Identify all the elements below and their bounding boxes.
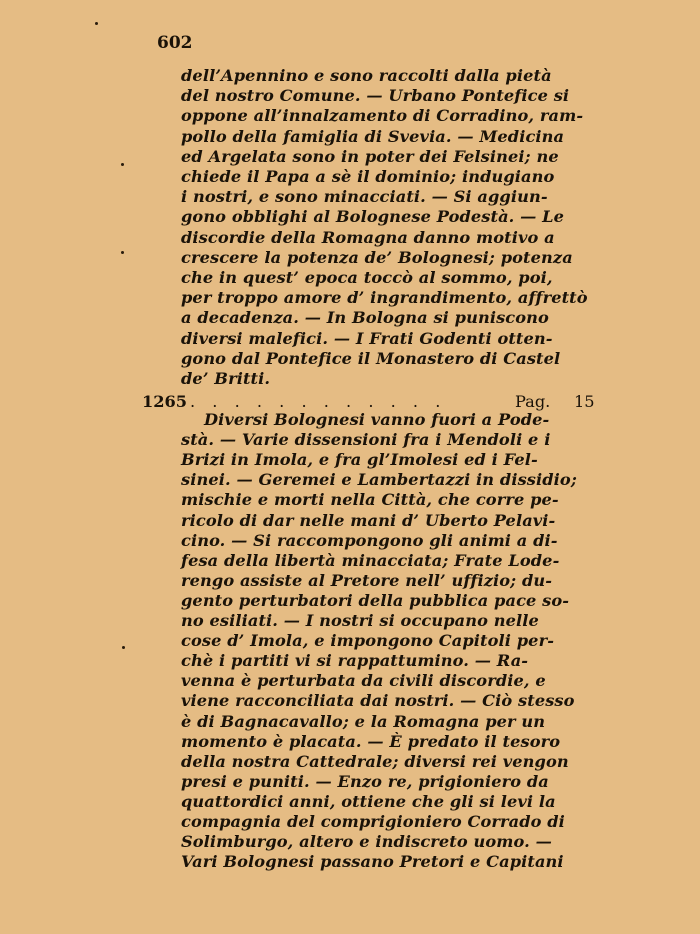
- text-line: mischie e morti nella Città, che corre pe-: [181, 490, 559, 510]
- text-line: cino. — Si raccompongono gli animi a di-: [181, 530, 558, 550]
- text-line: Vari Bolognesi passano Pretori e Capitani: [181, 852, 564, 872]
- text-line: quattordici anni, ottiene che gli si levi la: [181, 791, 556, 811]
- text-line: della nostra Cattedrale; diversi rei vengon: [181, 751, 569, 771]
- text-line: crescere la potenza de’ Bolognesi; potenza: [181, 247, 573, 267]
- text-line: cose d’ Imola, e impongono Capitoli per-: [181, 631, 555, 651]
- text-line: i nostri, e sono minacciati. — Si aggiun-: [181, 187, 548, 207]
- text-line: venna è perturbata da civili discordie, e: [181, 671, 546, 691]
- text-line: momento è placata. — È predato il tesoro: [181, 731, 561, 751]
- text-line: Brizi in Imola, e fra gl’Imolesi ed i Fel-: [181, 450, 538, 470]
- text-line: chè i partiti vi si rappattumino. — Ra-: [181, 651, 529, 671]
- scan-speck: [121, 251, 124, 254]
- text-line: gono obblighi al Bolognese Podestà. — Le: [181, 207, 565, 227]
- text-line: compagnia del comprigioniero Corrado di: [181, 812, 565, 831]
- text-line: Solimburgo, altero e indiscreto uomo. —: [181, 832, 552, 852]
- text-line: viene racconciliata dai nostri. — Ciò stesso: [181, 691, 575, 711]
- text-line: rengo assiste al Pretore nell’ uffizio; du-: [181, 570, 553, 590]
- text-line: stà. — Varie dissensioni fra i Mendoli e i: [181, 430, 551, 450]
- text-line: ed Argelata sono in poter dei Felsinei; ne: [181, 146, 559, 166]
- text-line: che in quest’ epoca toccò al sommo, poi,: [181, 268, 553, 287]
- text-line: dell’Apennino e sono raccolti dalla pietà: [181, 66, 552, 85]
- text-line: fesa della libertà minacciata; Frate Lode-: [181, 550, 560, 570]
- text-line: discordie della Romagna danno motivo a: [181, 227, 555, 247]
- entry-year: 1265: [142, 392, 188, 411]
- text-line: sinei. — Geremei e Lambertazzi in dissidio;: [181, 470, 577, 490]
- text-line: ricolo di dar nelle mani d’ Uberto Pelavi-: [181, 510, 556, 530]
- text-line: gento perturbatori della pubblica pace so-: [181, 590, 570, 610]
- text-line: del nostro Comune. — Urbano Pontefice si: [181, 86, 570, 106]
- text-line: chiede il Papa a sè il dominio; indugiano: [181, 167, 555, 186]
- text-line: gono dal Pontefice il Monastero di Castel: [181, 348, 561, 368]
- text-line: per troppo amore d’ ingrandimento, affrettò: [181, 288, 588, 308]
- text-line: è di Bagnacavallo; e la Romagna per un: [181, 711, 546, 731]
- page-number: 602: [157, 33, 193, 53]
- text-line: pollo della famiglia di Svevia. — Medicina: [181, 126, 565, 146]
- scan-speck: [122, 646, 125, 649]
- scan-speck: [95, 22, 98, 25]
- scan-speck: [121, 163, 124, 166]
- text-line: diversi malefici. — I Frati Godenti otten-: [181, 328, 553, 348]
- text-line: presi e puniti. — Enzo re, prigioniero da: [181, 771, 549, 791]
- text-line: oppone all’innalzamento di Corradino, ram-: [181, 106, 584, 126]
- page-reference-number: 15: [574, 392, 595, 411]
- text-line: a decadenza. — In Bologna si puniscono: [181, 308, 549, 328]
- page-reference-label: Pag.: [515, 392, 551, 411]
- text-line: de’ Britti.: [181, 369, 271, 388]
- leader-dots: . . . . . . . . . . . .: [190, 392, 447, 411]
- text-line: Diversi Bolognesi vanno fuori a Pode-: [181, 410, 550, 429]
- text-line: no esiliati. — I nostri si occupano nelle: [181, 611, 539, 630]
